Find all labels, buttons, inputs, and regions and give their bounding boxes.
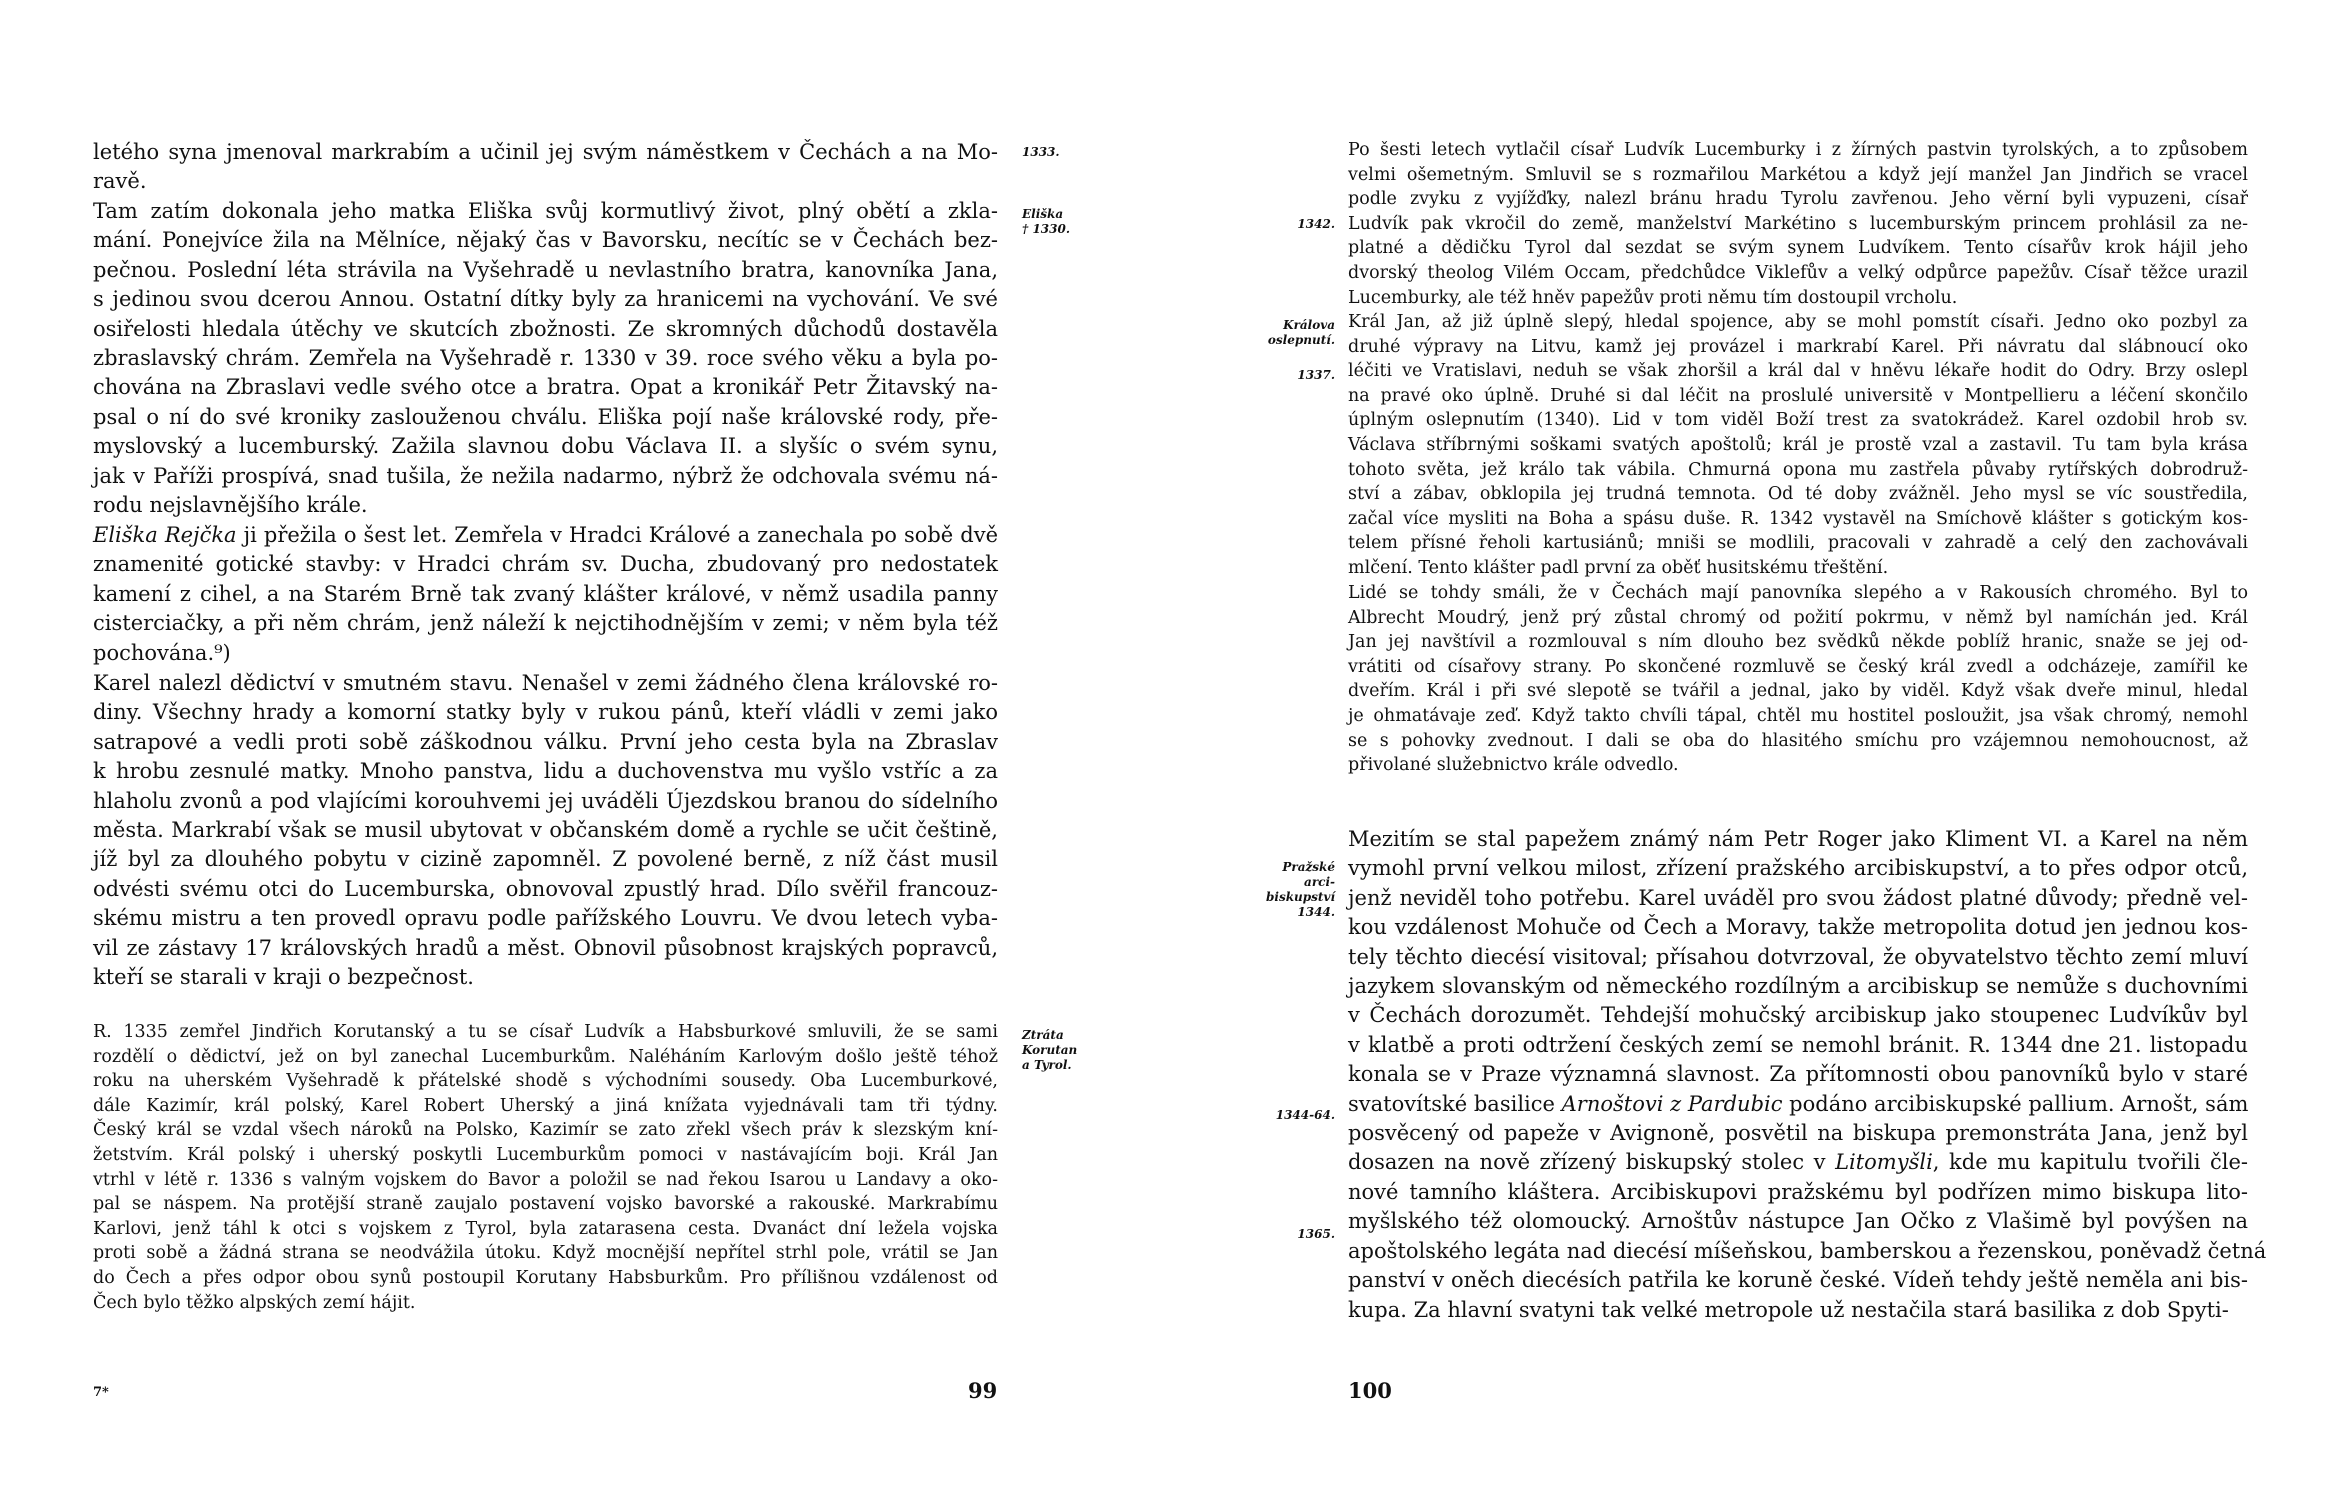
- text-line: R. 1335 zemřel Jindřich Korutanský a tu se císař Ludvík a Habsburkové smluvili, že se sami: [93, 1022, 998, 1042]
- text-line: dvorský theolog Vilém Occam, předchůdce Viklefův a velký odpůrce papežův. Císař těžce urazil: [1348, 262, 2248, 283]
- text-line: dosazen na nově zřízený biskupský stolec v Litomyšli, kde mu kapitulu tvořili čle-: [1348, 1150, 2248, 1175]
- left-small-paragraph: [93, 1020, 998, 1315]
- text-line: rodu nejslavnějšího krále.: [93, 493, 368, 518]
- margin-note-ztrata-korutan: [1022, 1028, 1102, 1073]
- text-line: začal více mysliti na Boha a spásu duše. R. 1342 vystavěl na Smíchově klášter s gotickým kos-: [1348, 508, 2248, 529]
- margin-note-text: 1337.: [1297, 368, 1335, 382]
- text-line: proti sobě a žádná strana se neodvážila útoku. Když mocnější nepřítel strhl pole, vrátil se Jan: [93, 1243, 998, 1264]
- text-line: kou vzdálenost Mohuče od Čech a Moravy, takže metropolita dotud jen jednou kos-: [1348, 915, 2248, 940]
- text-line: Čech bylo těžko alpských zemí hájit.: [93, 1292, 416, 1313]
- text-line: rozdělí o dědictví, jež on byl zanechal Lucemburkům. Naléháním Karlovým došlo ještě téhož: [93, 1046, 998, 1067]
- text-line: telem přísné řeholi kartusiánů; mniši se modlili, pracovali v zahradě a celý den zachovávali: [1348, 533, 2248, 554]
- text-line: mlčení. Tento klášter padl první za oběť husitskému třeštění.: [1348, 557, 1889, 578]
- text-line: skému mistru a ten provedl opravu podle pařížského Louvru. Ve dvou letech vyba-: [93, 906, 998, 931]
- italic-name: Arnoštovi z Pardubic: [1561, 1091, 1783, 1116]
- text-line: Král Jan, až již úplně slepý, hledal spojence, aby se mohl pomstít císaři. Jedno oko pozbyl za: [1348, 312, 2248, 332]
- left-paragraph-1: [93, 138, 998, 197]
- margin-note-kralova-oslepnuti: [1253, 318, 1335, 348]
- margin-note-text: Eliška † 1330.: [1022, 207, 1071, 236]
- text-line: cisterciačky, a při něm chrám, jenž náleží k nejctihodnějším v zemi; v něm byla též: [93, 611, 998, 636]
- margin-note-text: Ztráta Korutan a Tyrol.: [1022, 1028, 1078, 1072]
- text-line: panství v oněch diecésích patřila ke koruně české. Vídeň tehdy ještě neměla ani bis-: [1348, 1268, 2248, 1293]
- right-small-paragraph-3: [1348, 581, 2248, 778]
- left-paragraph-2: [93, 197, 998, 520]
- text-line: města. Markrabí však se musil ubytovat v občanském domě a rychle se učit češtině,: [93, 818, 998, 843]
- text-line: přivolané služebnictvo krále odvedlo.: [1348, 755, 1679, 776]
- text-line: Lucemburky, ale též hněv papežův proti němu tím dostoupil vrcholu.: [1348, 287, 1958, 308]
- text-line: psal o ní do své kroniky zaslouženou chválu. Eliška pojí naše královské rody, pře-: [93, 404, 998, 429]
- left-paragraph-3: [93, 521, 998, 668]
- text-line: druhé výpravy na Litvu, kamž jej provázel i markrabí Karel. Při návratu dal slábnoucí oko: [1348, 336, 2248, 357]
- text-line: myslovský a lucemburský. Zažila slavnou dobu Václava II. a slyšíc o svém synu,: [93, 434, 998, 459]
- text-line: tely těchto diecésí visitoval; přísahou dotvrzoval, že obyvatelstvo těchto zemí mluví: [1348, 944, 2248, 969]
- text-line: chována na Zbraslavi vedle svého otce a bratra. Opat a kronikář Petr Žitavský na-: [93, 375, 998, 400]
- margin-note-text: 1344-64.: [1275, 1108, 1335, 1122]
- margin-note-eliska: [1022, 207, 1092, 237]
- text-line: jíž byl za dlouhého pobytu v cizině zapomněl. Z povolené berně, z níž část musil: [93, 847, 998, 872]
- text-line: svatovítské basilice Arnoštovi z Pardubic podáno arcibiskupské pallium. Arnošt, sám: [1348, 1091, 2249, 1116]
- text-line: dále Kazimír, král polský, Karel Robert Uherský a jiná knížata vyjednávali tam tři týdny.: [93, 1095, 998, 1116]
- text-line: vymohl první velkou milost, zřízení pražského arcibiskupství, a to přes odpor otců,: [1348, 856, 2248, 881]
- text-line: osiřelosti hledala útěchy ve skutcích zbožnosti. Ze skromných důchodů dostavěla: [93, 316, 998, 341]
- text-line: letého syna jmenoval markrabím a učinil jej svým náměstkem v Čechách a na Mo-: [93, 140, 998, 164]
- margin-note-text: 1333.: [1022, 145, 1060, 159]
- text-line: Český král se vzdal všech nároků na Polsko, Kazimír se zato zřekl všech práv k slezským kní-: [93, 1120, 998, 1141]
- margin-note-1333: [1022, 145, 1092, 160]
- text-line: úplným oslepnutím (1340). Lid v tom viděl Boží trest za svatokrádež. Karel ozdobil hrob sv.: [1348, 410, 2248, 431]
- text-line: podle zvyku z vyjížďky, nalezl bránu hradu Tyrolu zavřenou. Jeho věrní byli vypuzeni, císař: [1348, 189, 2248, 210]
- text-line: v klatbě a proti odtržení českých zemí se nemohl bránit. R. 1344 dne 21. listopadu: [1348, 1032, 2248, 1057]
- text-line: se s pohovky zvednout. I dali se oba do hlasitého smíchu pro vzájemnou nemohoucnost, až: [1348, 730, 2248, 751]
- text-line: Karlovi, jenž táhl k otci s vojskem z Tyrol, byla zatarasena cesta. Dvanáct dní ležela vojska: [93, 1218, 998, 1239]
- right-small-paragraph-2: [1348, 310, 2248, 581]
- text-line: kteří se starali v kraji o bezpečnost.: [93, 965, 474, 990]
- text-line: Ludvík pak vkročil do země, manželství Markétino s lucemburským princem prohlásil za ne-: [1348, 213, 2248, 234]
- text-line: Albrecht Moudrý, jenž prý zůstal chromý od požití pokrmu, v němž byl namíchán jed. Král: [1348, 607, 2248, 628]
- text-line: kupa. Za hlavní svatyni tak velké metropole už nestačila stará basilika z dob Spyti-: [1348, 1297, 2229, 1322]
- margin-note-text: Králova oslepnutí.: [1267, 318, 1335, 347]
- text-line: hlaholu zvonů a pod vlajícími korouhvemi jej uváděli Újezdskou branou do sídelního: [93, 788, 998, 813]
- margin-note-1337: [1263, 368, 1335, 383]
- text-line: diny. Všechny hrady a komorní statky byly v rukou pánů, kteří vládli v zemi jako: [93, 700, 998, 725]
- right-main-paragraph: [1348, 825, 2267, 1325]
- italic-name: Litomyšli: [1835, 1150, 1933, 1175]
- text-line: ství a zábav, obklopila jej trudná temnota. Od té doby zvážněl. Jeho mysl se víc soustředila,: [1348, 484, 2248, 505]
- text-line: ravě.: [93, 169, 147, 194]
- text-line: léčiti ve Vratislavi, neduh se však zhoršil a král dal v hněvu lékaře hodit do Odry. Brzy oslepl: [1348, 361, 2248, 382]
- text-line: je ohmatávaje zeď. Když takto chvíli tápal, chtěl mu hostitel posloužit, jsa však chromý, nemohl: [1348, 705, 2248, 726]
- margin-note-1344-64: [1253, 1108, 1335, 1123]
- text-line: Tam zatím dokonala jeho matka Eliška svůj kormutlivý život, plný obětí a zkla-: [93, 199, 998, 223]
- text-line: s jedinou svou dcerou Annou. Ostatní dítky byly za hranicemi na vychování. Ve své: [93, 287, 998, 312]
- text-line: platné a dědičku Tyrol dal sezdat se svým synem Ludvíkem. Tento císařův krok hájil jeho: [1348, 238, 2248, 259]
- margin-note-1365: [1263, 1227, 1335, 1242]
- text-line: jenž neviděl toho potřebu. Karel uváděl pro svou žádost platné důvody; předně vel-: [1348, 885, 2248, 910]
- margin-note-text: 1365.: [1297, 1227, 1335, 1241]
- text-line: v Čechách dorozumět. Tehdejší mohučský arcibiskup jako stoupenec Ludvíkův byl: [1348, 1003, 2248, 1028]
- italic-name: Eliška Rejčka: [93, 523, 237, 547]
- text-line: posvěcený od papeže v Avignoně, posvětil na biskupa premonstráta Jana, jenž byl: [1348, 1121, 2248, 1146]
- text-line: odvésti svému otci do Lucemburska, obnovoval zpustlý hrad. Dílo svěřil francouz-: [93, 876, 998, 901]
- text-line: znamenité gotické stavby: v Hradci chrám sv. Ducha, zbudovaný pro nedostatek: [93, 552, 998, 577]
- right-page: [1163, 0, 2326, 1500]
- text-line: zbraslavský chrám. Zemřela na Vyšehradě r. 1330 v 39. roce svého věku a byla po-: [93, 346, 998, 371]
- margin-note-prazske-arcibiskupstvi: [1251, 860, 1335, 920]
- text-line: mání. Ponejvíce žila na Mělníce, nějaký čas v Bavorsku, necítíc se v Čechách bez-: [93, 228, 998, 253]
- text-line: velmi ošemetným. Smluvil se s rozmařilou Markétou a když její manžel Jan Jindřich se vracel: [1348, 164, 2248, 185]
- text-line: satrapové a vedli proti sobě záškodnou válku. První jeho cesta byla na Zbraslav: [93, 729, 998, 754]
- margin-note-1342: [1263, 217, 1335, 232]
- text-line: jazykem slovanským od německého rozdílným a arcibiskup se nemůže s duchovními: [1348, 974, 2248, 999]
- text-line: Jan jej navštívil a rozmlouval s ním dlouho bez svědků někde poblíž hranic, snaže se jej od-: [1348, 632, 2248, 653]
- text-line: na pravé oko úplně. Druhé si dal léčit na proslulé universitě v Montpellieru a léčení skončilo: [1348, 385, 2248, 406]
- text-line: myšlského též olomoucký. Arnoštův nástupce Jan Očko z Vlašimě byl povýšen na: [1348, 1209, 2248, 1234]
- text-line: konala se v Praze významná slavnost. Za přítomnosti obou panovníků bylo v staré: [1348, 1062, 2248, 1087]
- text-line: Václava stříbrnými soškami svatých apoštolů; král je prostě vzal a zastavil. Tu tam byla krása: [1348, 434, 2248, 455]
- right-small-paragraph-1: [1348, 138, 2248, 310]
- printer-signature: 7*: [93, 1385, 109, 1400]
- text-line: nové tamního kláštera. Arcibiskupovi pražskému byl podřízen mimo biskupa lito-: [1348, 1179, 2248, 1204]
- text-line: k hrobu zesnulé matky. Mnoho panstva, lidu a duchovenstva mu vyšlo vstříc a za: [93, 759, 998, 784]
- text-line: vtrhl v létě r. 1336 s valným vojskem do Bavor a položil se nad řekou Isarou u Landavy a oko-: [93, 1169, 998, 1190]
- text-line: apoštolského legáta nad diecésí míšeňskou, bamberskou a řezenskou, poněvadž četná: [1348, 1238, 2267, 1263]
- margin-note-text: Pražské arci- biskupství 1344.: [1266, 860, 1335, 919]
- text-line: dveřím. Král i při své slepotě se tvářil a jednal, jako by viděl. Když však dveře minul, hledal: [1348, 681, 2248, 702]
- left-paragraph-4: [93, 669, 998, 992]
- text-line: žetstvím. Král polský i uherský poskytli Lucemburkům pomoci v nastávajícím boji. Král Jan: [93, 1144, 998, 1165]
- text-line: Lidé se tohdy smáli, že v Čechách mají panovníka slepého a v Rakousích chromého. Byl to: [1348, 583, 2248, 603]
- text-line: jak v Paříži prospívá, snad tušila, že nežila nadarmo, nýbrž že odchovala svému ná-: [93, 463, 998, 488]
- page-number-left: 99: [968, 1378, 998, 1403]
- text-line: roku na uherském Vyšehradě k přátelské shodě s východními sousedy. Oba Lucemburkové,: [93, 1071, 998, 1092]
- text-line: Eliška Rejčka ji přežila o šest let. Zemřela v Hradci Králové a zanechala po sobě dvě: [93, 523, 999, 547]
- text-line: tohoto světa, jež králo tak vábila. Chmurná opona mu zastřela půvaby rytířských dobrodruž-: [1348, 459, 2248, 480]
- text-line: pal se náspem. Na protější straně zaujalo postavení vojsko bavorské a rakouské. Markrabímu: [93, 1194, 998, 1215]
- text-line: pochována.⁹): [93, 640, 231, 665]
- text-line: Karel nalezl dědictví v smutném stavu. Nenašel v zemi žádného člena královské ro-: [93, 671, 998, 695]
- text-line: pečnou. Poslední léta strávila na Vyšehradě u nevlastního bratra, kanovníka Jana,: [93, 257, 998, 282]
- text-line: Mezitím se stal papežem známý nám Petr Roger jako Kliment VI. a Karel na něm: [1348, 827, 2248, 851]
- text-line: do Čech a přes odpor obou synů postoupil Korutany Habsburkům. Pro přílišnou vzdálenost od: [93, 1267, 998, 1288]
- page-number-right: 100: [1348, 1378, 1392, 1403]
- text-line: vil ze zástavy 17 královských hradů a měst. Obnovil působnost krajských popravců,: [93, 935, 998, 960]
- text-line: Po šesti letech vytlačil císař Ludvík Lucemburky i z žírných pastvin tyrolských, a to způsobem: [1348, 140, 2248, 160]
- margin-note-text: 1342.: [1297, 217, 1335, 231]
- text-line: vrátiti od císařovy strany. Po skončené rozmluvě se český král zvedl a odcházeje, zamířil ke: [1348, 656, 2248, 677]
- text-line: kamení z cihel, a na Starém Brně tak zvaný klášter králové, v němž usadila panny: [93, 581, 998, 606]
